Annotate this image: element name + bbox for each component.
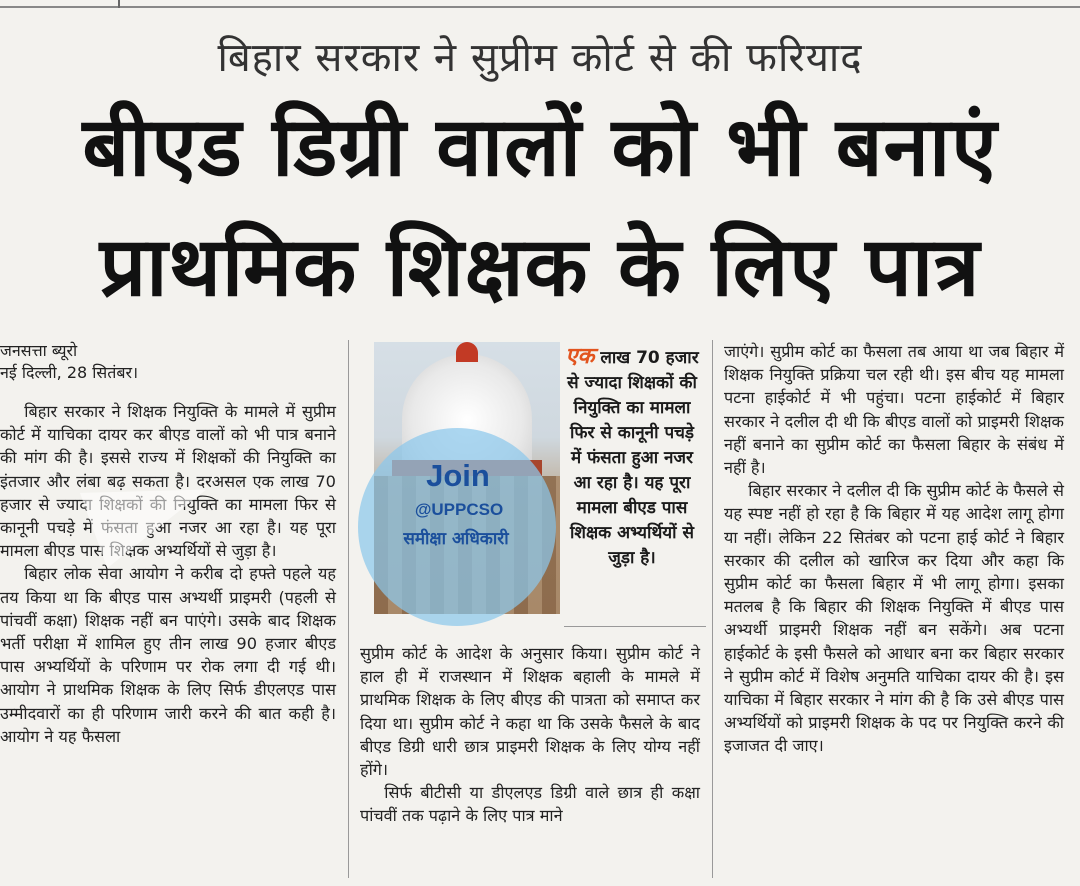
column-rule-1 xyxy=(348,340,349,878)
column-3-paragraph-1: जाएंगे। सुप्रीम कोर्ट का फैसला तब आया था जब बिहार में शिक्षक नियुक्ति प्रक्रिया चल रही थी। इस बीच यह मामला पटना हाईकोर्ट में भी पहुंचा। पटना हाईकोर्ट में बिहार सरकार ने दलील दी थी कि बीएड वालों को प्राइमरी शिक्षक नहीं बनाने का सुप्रीम कोर्ट का फैसला बिहार के संबंध में नहीं है। xyxy=(724,342,1064,478)
column-1-paragraph-2: बिहार लोक सेवा आयोग ने करीब दो हफ्ते पहले यह तय किया था कि बीएड पास अभ्यर्थी प्राइमरी (पहली से पांचवीं कक्षा) शिक्षक नहीं बन पाएंगे। उसके बाद शिक्षक भर्ती परीक्षा में शामिल हुए तीन लाख 90 हजार बीएड पास अभ्यर्थियों के परिणाम पर रोक लगा दी गई थी। आयोग ने प्राथमिक शिक्षक के लिए सिर्फ डीएलएड पास उम्मीदवारों का ही परिणाम जारी करने की बात कही है। आयोग ने यह फैसला xyxy=(0,564,336,746)
byline-dateline: नई दिल्ली, 28 सितंबर। xyxy=(0,363,139,382)
column-2-paragraph-2: सिर्फ बीटीसी या डीएलएड डिग्री वाले छात्र ही कक्षा पांचवीं तक पढ़ाने के लिए पात्र माने xyxy=(360,783,700,826)
watermark-tag: समीक्षा अधिकारी xyxy=(403,529,509,549)
column-2-text xyxy=(360,642,700,828)
article-column-1 xyxy=(0,340,336,882)
column-rule-2 xyxy=(712,340,713,878)
pull-quote-text: लाख 70 हजार से ज्यादा शिक्षकों की नियुक्ति का मामला फिर से कानूनी पचड़े में फंसता हुआ नजर आ रहा है। यह पूरा मामला बीएड पास शिक्षक अभ्यर्थियों से जुड़ा है। xyxy=(567,348,699,568)
watermark-handle: @UPPCSO xyxy=(414,500,504,519)
top-rule xyxy=(0,0,1080,8)
top-rule-tick xyxy=(118,0,120,8)
column-1-paragraph-1: बिहार सरकार ने शिक्षक नियुक्ति के मामले में सुप्रीम कोर्ट में याचिका दायर कर बीएड वालों को भी पात्र बनाने की मांग की है। इससे राज्य में शिक्षकों की नियुक्ति का इंतजार और लंबा बढ़ सकता है। दरअसल एक लाख 70 हजार से ज्यादा शिक्षकों की नियुक्ति का मामला फिर से कानूनी पचड़े में फंसता हुआ नजर आ रहा है। यह पूरा मामला बीएड पास शिक्षक अभ्यर्थियों से जुड़ा है। xyxy=(0,402,336,561)
article-column-2 xyxy=(360,340,700,882)
article-column-3 xyxy=(724,340,1064,882)
column-2-paragraph-1: सुप्रीम कोर्ट के आदेश के अनुसार किया। सुप्रीम कोर्ट ने हाल ही में राजस्थान में शिक्षक बहाली के मामले में प्राथमिक शिक्षक के लिए बीएड की पात्रता को समाप्त कर दिया था। सुप्रीम कोर्ट ने कहा था कि उसके फैसले के बाद बीएड डिग्री धारी छात्र प्राइमरी शिक्षक के लिए योग्य नहीं होंगे। xyxy=(360,644,700,780)
column-3-paragraph-2: बिहार सरकार ने दलील दी कि सुप्रीम कोर्ट के फैसले से यह स्पष्ट नहीं हो रहा है कि बिहार में यह आदेश लागू होगा या नहीं। लेकिन 22 सितंबर को पटना हाई कोर्ट ने बिहार सरकार की दलील को खारिज कर दिया और कहा कि सुप्रीम कोर्ट का फैसला बिहार में भी लागू होगा। इसका मतलब है कि बिहार की शिक्षक नियुक्ति में बीएड पास अभ्यर्थी प्राइमरी शिक्षक नहीं बन सकेंगे। अब पटना हाईकोर्ट के इसी फैसले को आधार बना कर बिहार सरकार ने सुप्रीम कोर्ट में विशेष अनुमति याचिका दायर की है। इस याचिका में बिहार सरकार ने मांग की है कि उसे बीएड पास अभ्यर्थियों को प्राइमरी शिक्षक के पद पर नियुक्ति करने की इजाजत दी जाए। xyxy=(724,481,1064,756)
headline-line-1: बीएड डिग्री वालों को भी बनाएं xyxy=(82,100,998,195)
byline xyxy=(0,340,336,384)
byline-bureau: जनसत्ता ब्यूरो xyxy=(0,341,78,360)
headline-line-2: प्राथमिक शिक्षक के लिए पात्र xyxy=(99,220,981,315)
pull-quote-lead: एक xyxy=(565,344,595,369)
watermark-join: Join xyxy=(426,458,490,493)
kicker-headline: बिहार सरकार ने सुप्रीम कोर्ट से की फरियाद xyxy=(217,35,863,81)
